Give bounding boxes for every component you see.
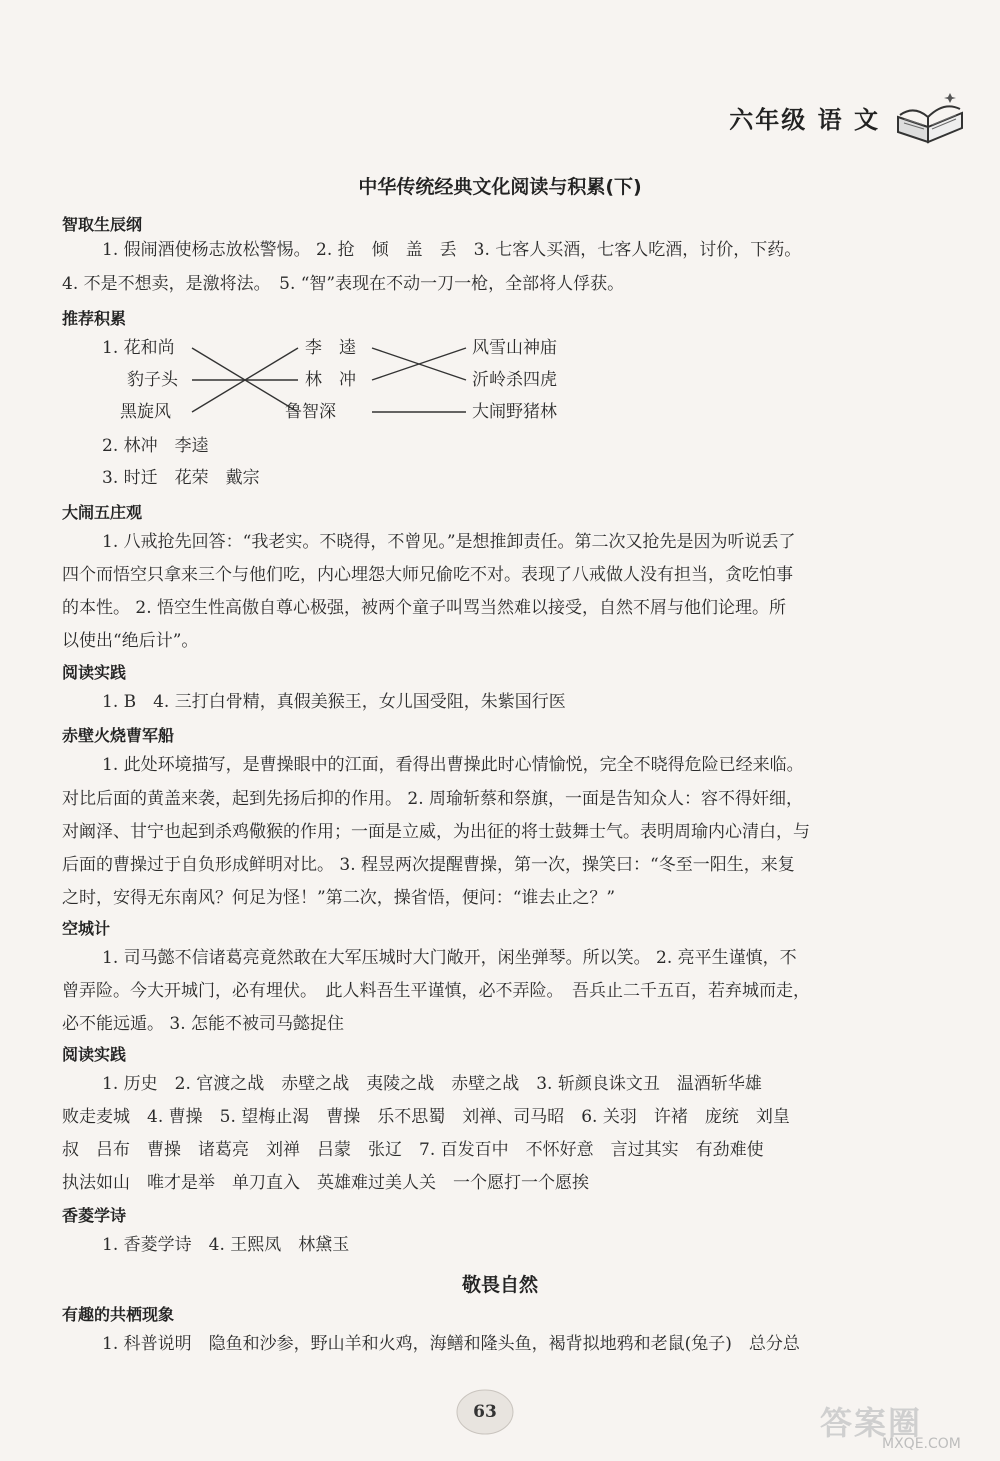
answer-line: 后面的曹操过于自负形成鲜明对比。 3. 程昱两次提醒曹操，第一次，操笑曰：“冬至一阳生，来复 <box>62 855 795 875</box>
match-right-item: 大闹野猪林 <box>472 402 557 422</box>
subtitle: 敬畏自然 <box>461 1274 538 1296</box>
answer-line: 的本性。 2. 悟空生性高傲自尊心极强，被两个童子叫骂当然难以接受，自然不屑与他们论理。所 <box>62 598 787 618</box>
page-number: 63 <box>473 1402 497 1422</box>
answer-line: 必不能远遁。 3. 怎能不被司马懿捉住 <box>62 1014 345 1034</box>
watermark-main: 答案圈 <box>820 1404 923 1442</box>
section-heading: 大闹五庄观 <box>62 503 143 522</box>
page-title: 中华传统经典文化阅读与积累(下) <box>358 176 642 198</box>
answer-line: 4. 不是不想卖，是激将法。 5. “智”表现在不动一刀一枪，全部将人俘获。 <box>62 274 625 294</box>
answer-line: 1. 假闹酒使杨志放松警惕。 2. 抢 倾 盖 丢 3. 七客人买酒，七客人吃酒，讨价，下药。 <box>102 240 802 260</box>
answer-line: 1. 历史 2. 官渡之战 赤壁之战 夷陵之战 赤壁之战 3. 斩颜良诛文丑 温酒斩华雄 <box>102 1074 762 1094</box>
answer-line: 1. 香菱学诗 4. 王熙凤 林黛玉 <box>102 1235 350 1255</box>
answer-line: 1. 司马懿不信诸葛亮竟然敢在大军压城时大门敞开，闲坐弹琴。所以笑。 2. 亮平生谨慎，不 <box>102 948 797 968</box>
section-heading: 阅读实践 <box>62 663 127 682</box>
match-right-item: 风雪山神庙 <box>472 338 557 358</box>
answer-line: 1. 八戒抢先回答：“我老实。不晓得，不曾见。”是想推卸责任。第二次又抢先是因为听说丢了 <box>102 532 796 552</box>
answer-line: 之时，安得无东南风？何足为怪！”第二次，操省悟，便问：“谁去止之？” <box>62 888 616 908</box>
answer-line: 1. 科普说明 隐鱼和沙参，野山羊和火鸡，海鳝和隆头鱼，褐背拟地鸦和老鼠(兔子) 总分总 <box>102 1334 800 1354</box>
answer-line: 1. B 4. 三打白骨精，真假美猴王，女儿国受阻，朱紫国行医 <box>102 692 566 712</box>
answer-line: 对比后面的黄盖来袭，起到先扬后抑的作用。 2. 周瑜斩蔡和祭旗，一面是告知众人：容不得奸细， <box>62 789 804 809</box>
answer-line: 3. 时迁 花荣 戴宗 <box>102 468 260 488</box>
match-mid-item: 林 冲 <box>305 370 356 390</box>
section-heading: 阅读实践 <box>62 1045 127 1064</box>
section-heading: 空城计 <box>62 919 111 938</box>
answer-line: 以使出“绝后计”。 <box>62 631 199 651</box>
answer-line: 2. 林冲 李逵 <box>102 436 209 456</box>
section-heading: 有趣的共栖现象 <box>62 1305 175 1324</box>
grade-subject-label: 六年级 语 文 <box>729 104 880 134</box>
match-right-item: 沂岭杀四虎 <box>472 370 557 390</box>
answer-line: 败走麦城 4. 曹操 5. 望梅止渴 曹操 乐不思蜀 刘禅、司马昭 6. 关羽 许褚 庞统 刘皇 <box>62 1107 790 1127</box>
section-heading: 香菱学诗 <box>62 1206 127 1225</box>
answer-line: 四个而悟空只拿来三个与他们吃，内心埋怨大师兄偷吃不对。表现了八戒做人没有担当，贪吃怕事 <box>62 565 793 585</box>
answer-line: 叔 吕布 曹操 诸葛亮 刘禅 吕蒙 张辽 7. 百发百中 不怀好意 言过其实 有劲难使 <box>62 1140 764 1160</box>
match-left-item: 黑旋风 <box>120 402 171 422</box>
answer-line: 执法如山 唯才是举 单刀直入 英雄难过美人关 一个愿打一个愿挨 <box>62 1173 589 1193</box>
match-left-item: 1. 花和尚 <box>102 338 175 358</box>
section-heading: 智取生辰纲 <box>62 215 143 234</box>
watermark-sub: MXQE.COM <box>882 1436 961 1452</box>
answer-line: 1. 此处环境描写，是曹操眼中的江面，看得出曹操此时心情愉悦，完全不晓得危险已经来临。 <box>102 755 804 775</box>
section-heading: 赤壁火烧曹军船 <box>62 726 175 745</box>
answer-line: 曾弄险。今大开城门，必有埋伏。 此人料吾生平谨慎，必不弄险。 吾兵止二千五百，若弃城而走， <box>62 981 810 1001</box>
watermark <box>820 1398 978 1452</box>
section-heading: 推荐积累 <box>62 309 127 328</box>
match-mid-item: 李 逵 <box>305 338 356 358</box>
answer-line: 对阚泽、甘宁也起到杀鸡儆猴的作用；一面是立威，为出征的将士鼓舞士气。表明周瑜内心清白，与 <box>62 822 810 842</box>
match-mid-item: 鲁智深 <box>285 402 336 422</box>
match-left-item: 豹子头 <box>127 370 178 390</box>
